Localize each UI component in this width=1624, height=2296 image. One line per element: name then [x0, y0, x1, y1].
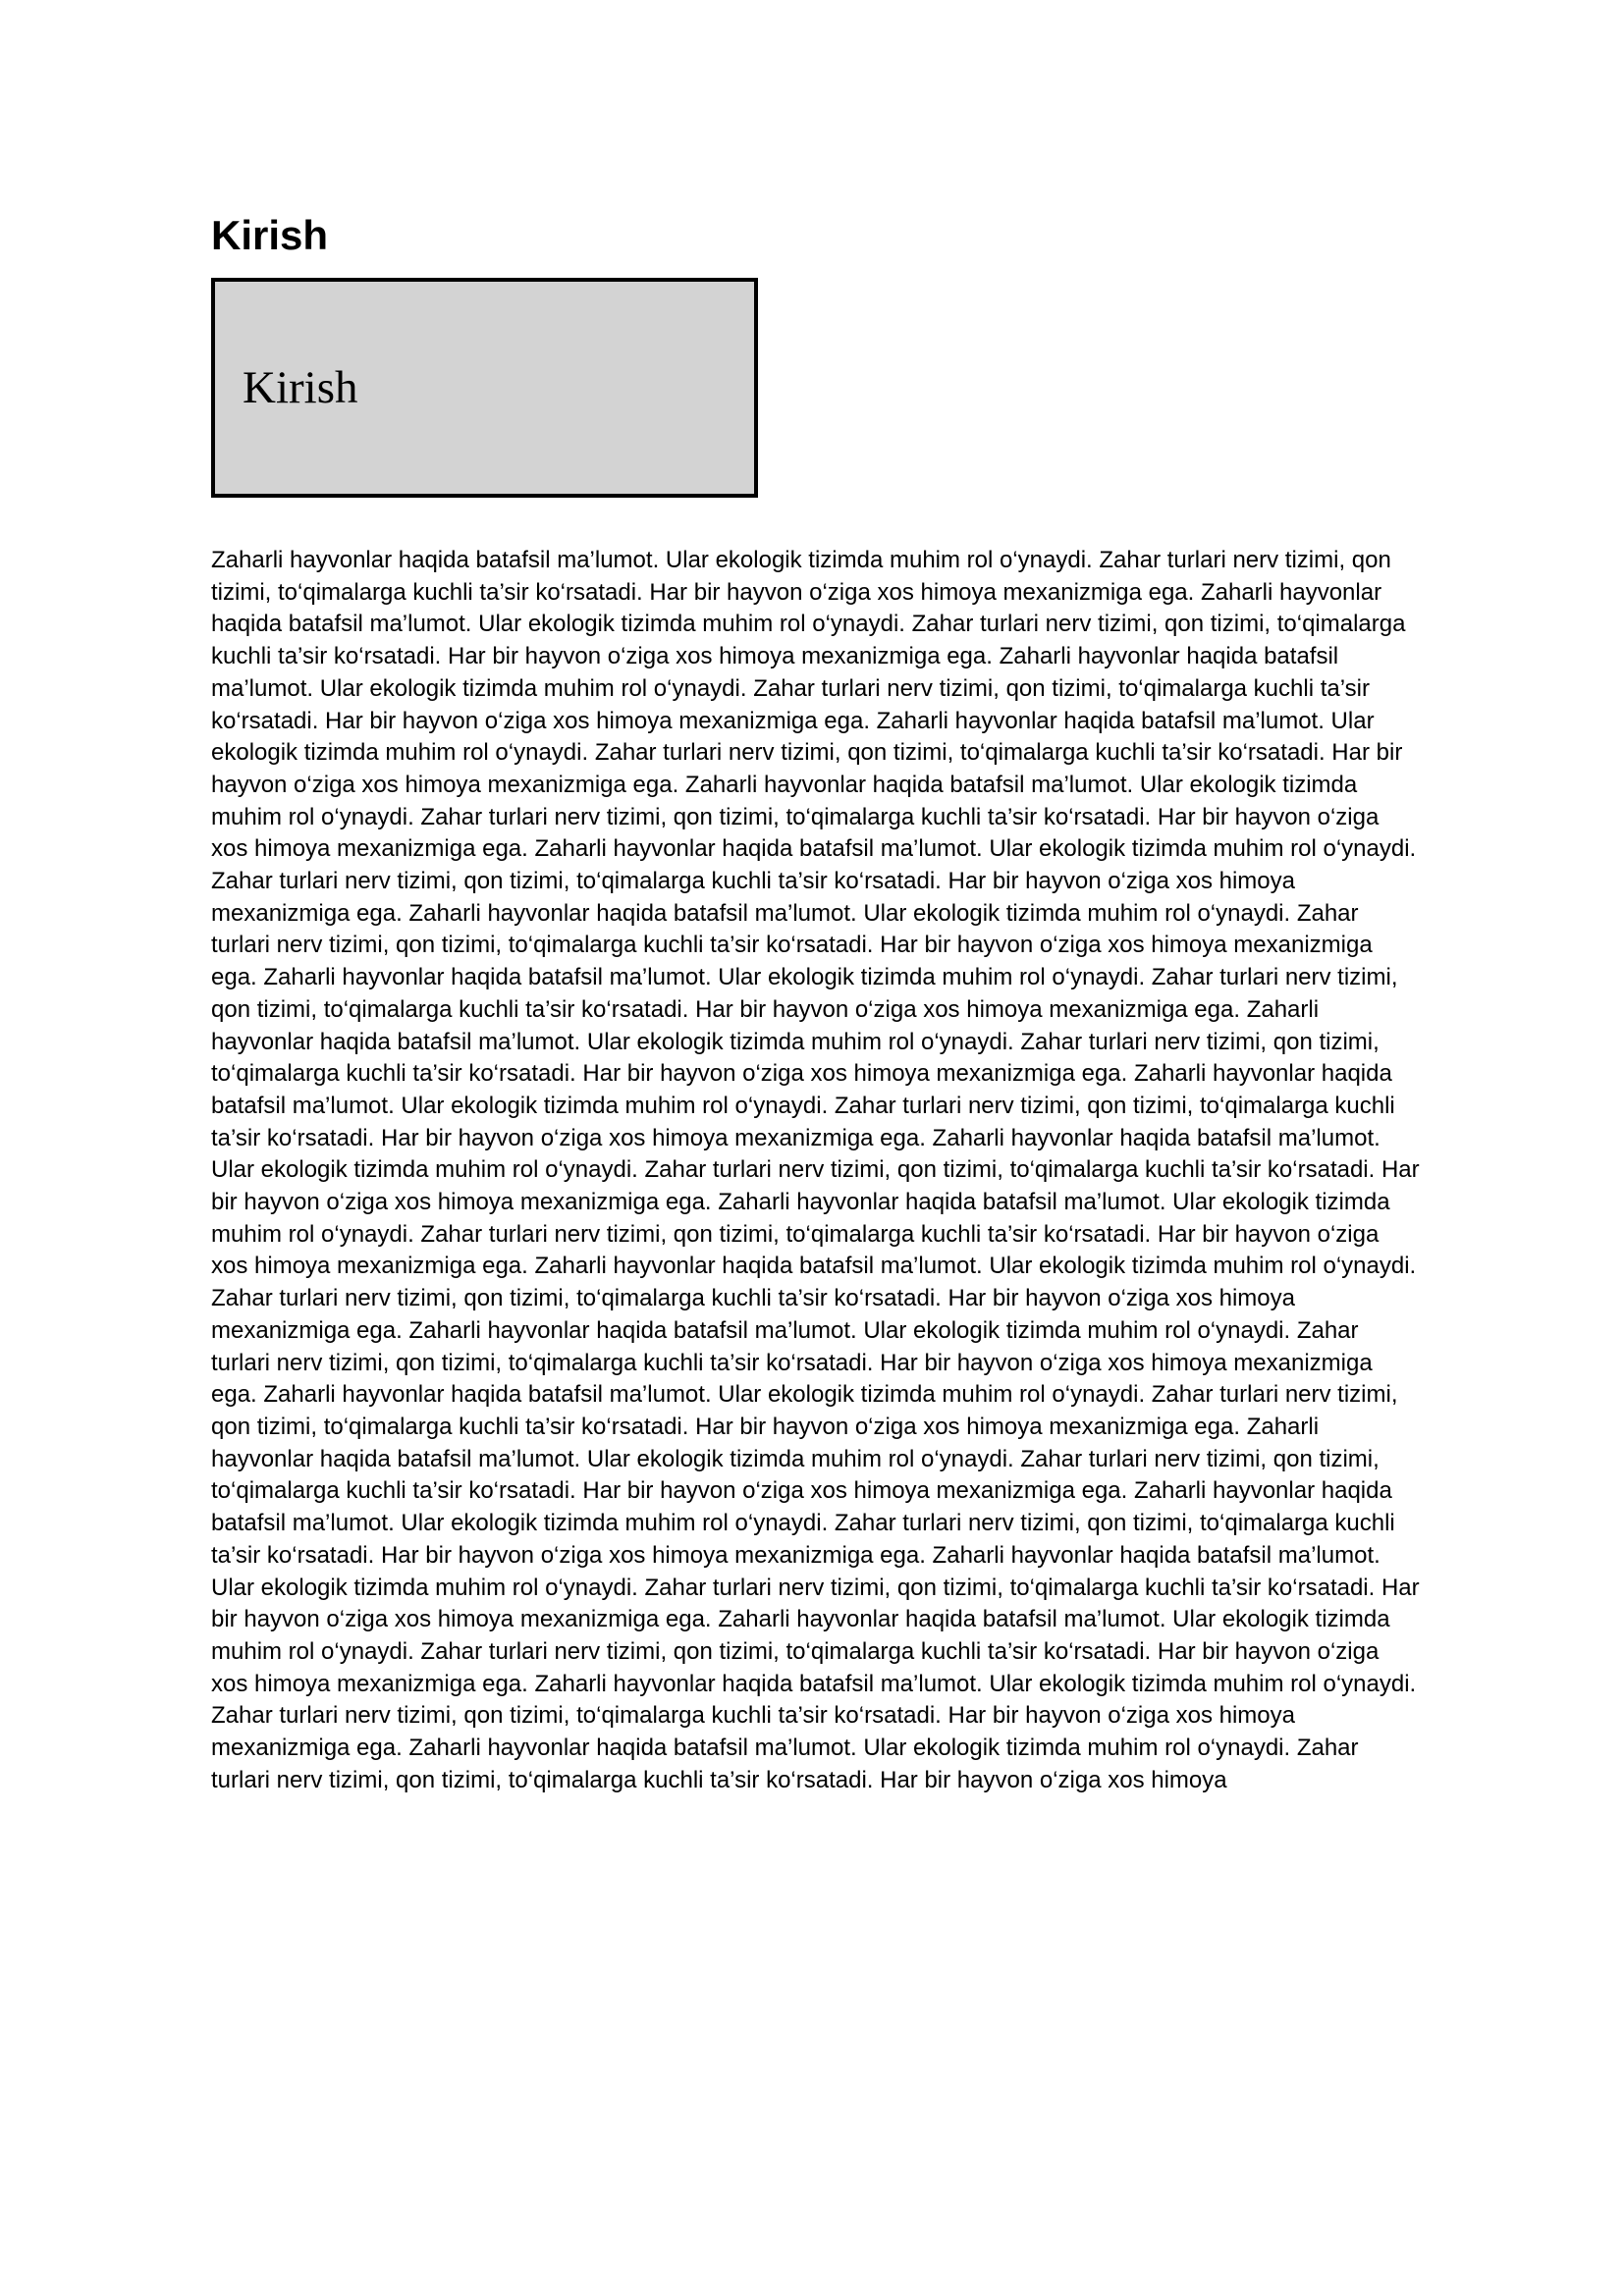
figure-label: Kirish [243, 361, 358, 413]
page-title: Kirish [211, 212, 329, 258]
body-paragraph: Zaharli hayvonlar haqida batafsil ma’lumot. Ular ekologik tizimda muhim rol o‘ynaydi. Zahar turlari nerv tizimi, qon tizimi, to‘qimalarga kuchli ta’sir ko‘rsatadi. Har bir hayvon o‘ziga xos himoya mexanizmiga ega. Zaharli hayvonlar haqida batafsil ma’lumot. Ular ekologik tizimda muhim rol o‘ynaydi. Zahar turlari nerv tizimi, qon tizimi, to‘qimalarga kuchli ta’sir ko‘rsatadi. Har bir hayvon o‘ziga xos himoya mexanizmiga ega. Zaharli hayvonlar haqida batafsil ma’lumot. Ular ekologik tizimda muhim rol o‘ynaydi. Zahar turlari nerv tizimi, qon tizimi, to‘qimalarga kuchli ta’sir ko‘rsatadi. Har bir hayvon o‘ziga xos himoya mexanizmiga ega. Zaharli hayvonlar haqida batafsil ma’lumot. Ular ekologik tizimda muhim rol o‘ynaydi. Zahar turlari nerv tizimi, qon tizimi, to‘qimalarga kuchli ta’sir ko‘rsatadi. Har bir hayvon o‘ziga xos himoya mexanizmiga ega. Zaharli hayvonlar haqida batafsil ma’lumot. Ular ekologik tizimda muhim rol o‘ynaydi. Zahar turlari nerv tizimi, qon tizimi, to‘qimalarga kuchli ta’sir ko‘rsatadi. Har bir hayvon o‘ziga xos himoya mexanizmiga ega. Zaharli hayvonlar haqida batafsil ma’lumot. Ular ekologik tizimda muhim rol o‘ynaydi. Zahar turlari nerv tizimi, qon tizimi, to‘qimalarga kuchli ta’sir ko‘rsatadi. Har bir hayvon o‘ziga xos himoya mexanizmiga ega. Zaharli hayvonlar haqida batafsil ma’lumot. Ular ekologik tizimda muhim rol o‘ynaydi. Zahar turlari nerv tizimi, qon tizimi, to‘qimalarga kuchli ta’sir ko‘rsatadi. Har bir hayvon o‘ziga xos himoya mexanizmiga ega. Zaharli hayvonlar haqida batafsil ma’lumot. Ular ekologik tizimda muhim rol o‘ynaydi. Zahar turlari nerv tizimi, qon tizimi, to‘qimalarga kuchli ta’sir ko‘rsatadi. Har bir hayvon o‘ziga xos himoya mexanizmiga ega. Zaharli hayvonlar haqida batafsil ma’lumot. Ular ekologik tizimda muhim rol o‘ynaydi. Zahar turlari nerv tizimi, qon tizimi, to‘qimalarga kuchli ta’sir ko‘rsatadi. Har bir hayvon o‘ziga xos himoya mexanizmiga ega. Zaharli hayvonlar haqida batafsil ma’lumot. Ular ekologik tizimda muhim rol o‘ynaydi. Zahar turlari nerv tizimi, qon tizimi, to‘qimalarga kuchli ta’sir ko‘rsatadi. Har bir hayvon o‘ziga xos himoya mexanizmiga ega. Zaharli hayvonlar haqida batafsil ma’lumot. Ular ekologik tizimda muhim rol o‘ynaydi. Zahar turlari nerv tizimi, qon tizimi, to‘qimalarga kuchli ta’sir ko‘rsatadi. Har bir hayvon o‘ziga xos himoya mexanizmiga ega. Zaharli hayvonlar haqida batafsil ma’lumot. Ular ekologik tizimda muhim rol o‘ynaydi. Zahar turlari nerv tizimi, qon tizimi, to‘qimalarga kuchli ta’sir ko‘rsatadi. Har bir hayvon o‘ziga xos himoya mexanizmiga ega. Zaharli hayvonlar haqida batafsil ma’lumot. Ular ekologik tizimda muhim rol o‘ynaydi. Zahar turlari nerv tizimi, qon tizimi, to‘qimalarga kuchli ta’sir ko‘rsatadi. Har bir hayvon o‘ziga xos himoya mexanizmiga ega. Zaharli hayvonlar haqida batafsil ma’lumot. Ular ekologik tizimda muhim rol o‘ynaydi. Zahar turlari nerv tizimi, qon tizimi, to‘qimalarga kuchli ta’sir ko‘rsatadi. Har bir hayvon o‘ziga xos himoya mexanizmiga ega. Zaharli hayvonlar haqida batafsil ma’lumot. Ular ekologik tizimda muhim rol o‘ynaydi. Zahar turlari nerv tizimi, qon tizimi, to‘qimalarga kuchli ta’sir ko‘rsatadi. Har bir hayvon o‘ziga xos himoya mexanizmiga ega. Zaharli hayvonlar haqida batafsil ma’lumot. Ular ekologik tizimda muhim rol o‘ynaydi. Zahar turlari nerv tizimi, qon tizimi, to‘qimalarga kuchli ta’sir ko‘rsatadi. Har bir hayvon o‘ziga xos himoya mexanizmiga ega. Zaharli hayvonlar haqida batafsil ma’lumot. Ular ekologik tizimda muhim rol o‘ynaydi. Zahar turlari nerv tizimi, qon tizimi, to‘qimalarga kuchli ta’sir ko‘rsatadi. Har bir hayvon o‘ziga xos himoya mexanizmiga ega. Zaharli hayvonlar haqida batafsil ma’lumot. Ular ekologik tizimda muhim rol o‘ynaydi. Zahar turlari nerv tizimi, qon tizimi, to‘qimalarga kuchli ta’sir ko‘rsatadi. Har bir hayvon o‘ziga xos himoya mexanizmiga ega. Zaharli hayvonlar haqida batafsil ma’lumot. Ular ekologik tizimda muhim rol o‘ynaydi. Zahar turlari nerv tizimi, qon tizimi, to‘qimalarga kuchli ta’sir ko‘rsatadi. Har bir hayvon o‘ziga xos himoya mexanizmiga ega. Zaharli hayvonlar haqida batafsil ma’lumot. Ular ekologik tizimda muhim rol o‘ynaydi. Zahar turlari nerv tizimi, qon tizimi, to‘qimalarga kuchli ta’sir ko‘rsatadi. Har bir hayvon o‘ziga xos himoya mexanizmiga ega. Zaharli hayvonlar haqida batafsil ma’lumot. Ular ekologik tizimda muhim rol o‘ynaydi. Zahar turlari nerv tizimi, qon tizimi, to‘qimalarga kuchli ta’sir ko‘rsatadi. Har bir hayvon o‘ziga xos himoya [211, 547, 1420, 1793]
figure-placeholder [211, 278, 758, 498]
